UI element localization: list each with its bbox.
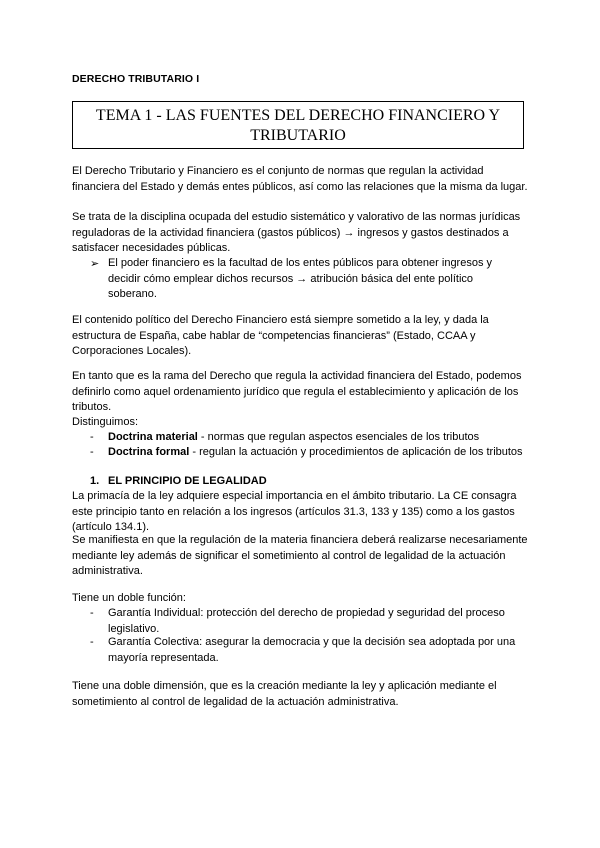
intro-paragraph-3: El contenido político del Derecho Financiero está siempre sometido a la ley, y dada la estructura de España, cabe hablar de “competencias financieras” (Estado, CCAA y Corporaciones Locales). xyxy=(72,314,489,357)
intro-paragraph-5: Distinguimos: xyxy=(72,416,139,428)
topic-title-box xyxy=(72,101,524,149)
topic-title-line-1: TEMA 1 - LAS FUENTES DEL DERECHO FINANCIERO Y xyxy=(95,107,501,124)
list-item-doctrina-material xyxy=(108,430,538,446)
section-paragraph-3: Tiene un doble función: xyxy=(72,592,186,604)
section-paragraph-1: La primacía de la ley adquiere especial importancia en el ámbito tributario. La CE consagra este principio tanto en relación a los ingresos (artículos 31.3, 133 y 135) como a los gastos (artículo 134.1). xyxy=(72,490,517,533)
intro-paragraph-2: Se trata de la disciplina ocupada del estudio sistemático y valorativo de las normas jurídicas reguladoras de la actividad financiera (gastos públicos) → ingresos y gastos destinados a satisfacer necesidades públicas. xyxy=(72,211,521,254)
intro-paragraph-1: El Derecho Tributario y Financiero es el conjunto de normas que regulan la actividad financiera del Estado y demás entes públicos, así como las relaciones que la misma da lugar. xyxy=(72,165,528,193)
term-doctrina-material: Doctrina material xyxy=(108,431,198,443)
term-doctrina-formal: Doctrina formal xyxy=(108,446,190,458)
section-heading: EL PRINCIPIO DE LEGALIDAD xyxy=(108,475,267,487)
definition-doctrina-formal: - regulan la actuación y procedimientos de aplicación de los tributos xyxy=(189,446,523,458)
dash-bullet-icon: - xyxy=(90,636,94,648)
list-item-garantia-colectiva: Garantía Colectiva: asegurar la democracia y que la decisión sea adoptada por una mayoría representada. xyxy=(108,636,516,664)
section-number: 1. xyxy=(90,475,100,487)
dash-bullet-icon: - xyxy=(90,607,94,619)
intro-paragraph-4: En tanto que es la rama del Derecho que regula la actividad financiera del Estado, podemos definirlo como aquel ordenamiento jurídico que regula el establecimiento y aplicación de los tributos. xyxy=(72,370,522,413)
arrow-bullet-icon: ➢ xyxy=(90,258,100,270)
topic-title-line-2: TRIBUTARIO xyxy=(250,127,346,144)
dash-bullet-icon: - xyxy=(90,431,94,443)
list-item-garantia-individual: Garantía Individual: protección del derecho de propiedad y seguridad del proceso legislativo. xyxy=(108,607,505,635)
document-header: DERECHO TRIBUTARIO I xyxy=(72,73,200,85)
definition-doctrina-material: - normas que regulan aspectos esenciales de los tributos xyxy=(197,431,480,443)
list-item-doctrina-formal xyxy=(108,445,538,461)
section-paragraph-2: Se manifiesta en que la regulación de la materia financiera deberá realizarse necesariamente mediante ley además de significar el sometimiento al control de legalidad de la actuación administrativa. xyxy=(72,534,528,577)
section-paragraph-4: Tiene una doble dimensión, que es la creación mediante la ley y aplicación mediante el sometimiento al control de legalidad de la actuación administrativa. xyxy=(72,680,497,708)
dash-bullet-icon: - xyxy=(90,446,94,458)
intro-bullet-text: El poder financiero es la facultad de los entes públicos para obtener ingresos y decidir cómo emplear dichos recursos → atribución básica del ente político soberano. xyxy=(108,257,493,300)
